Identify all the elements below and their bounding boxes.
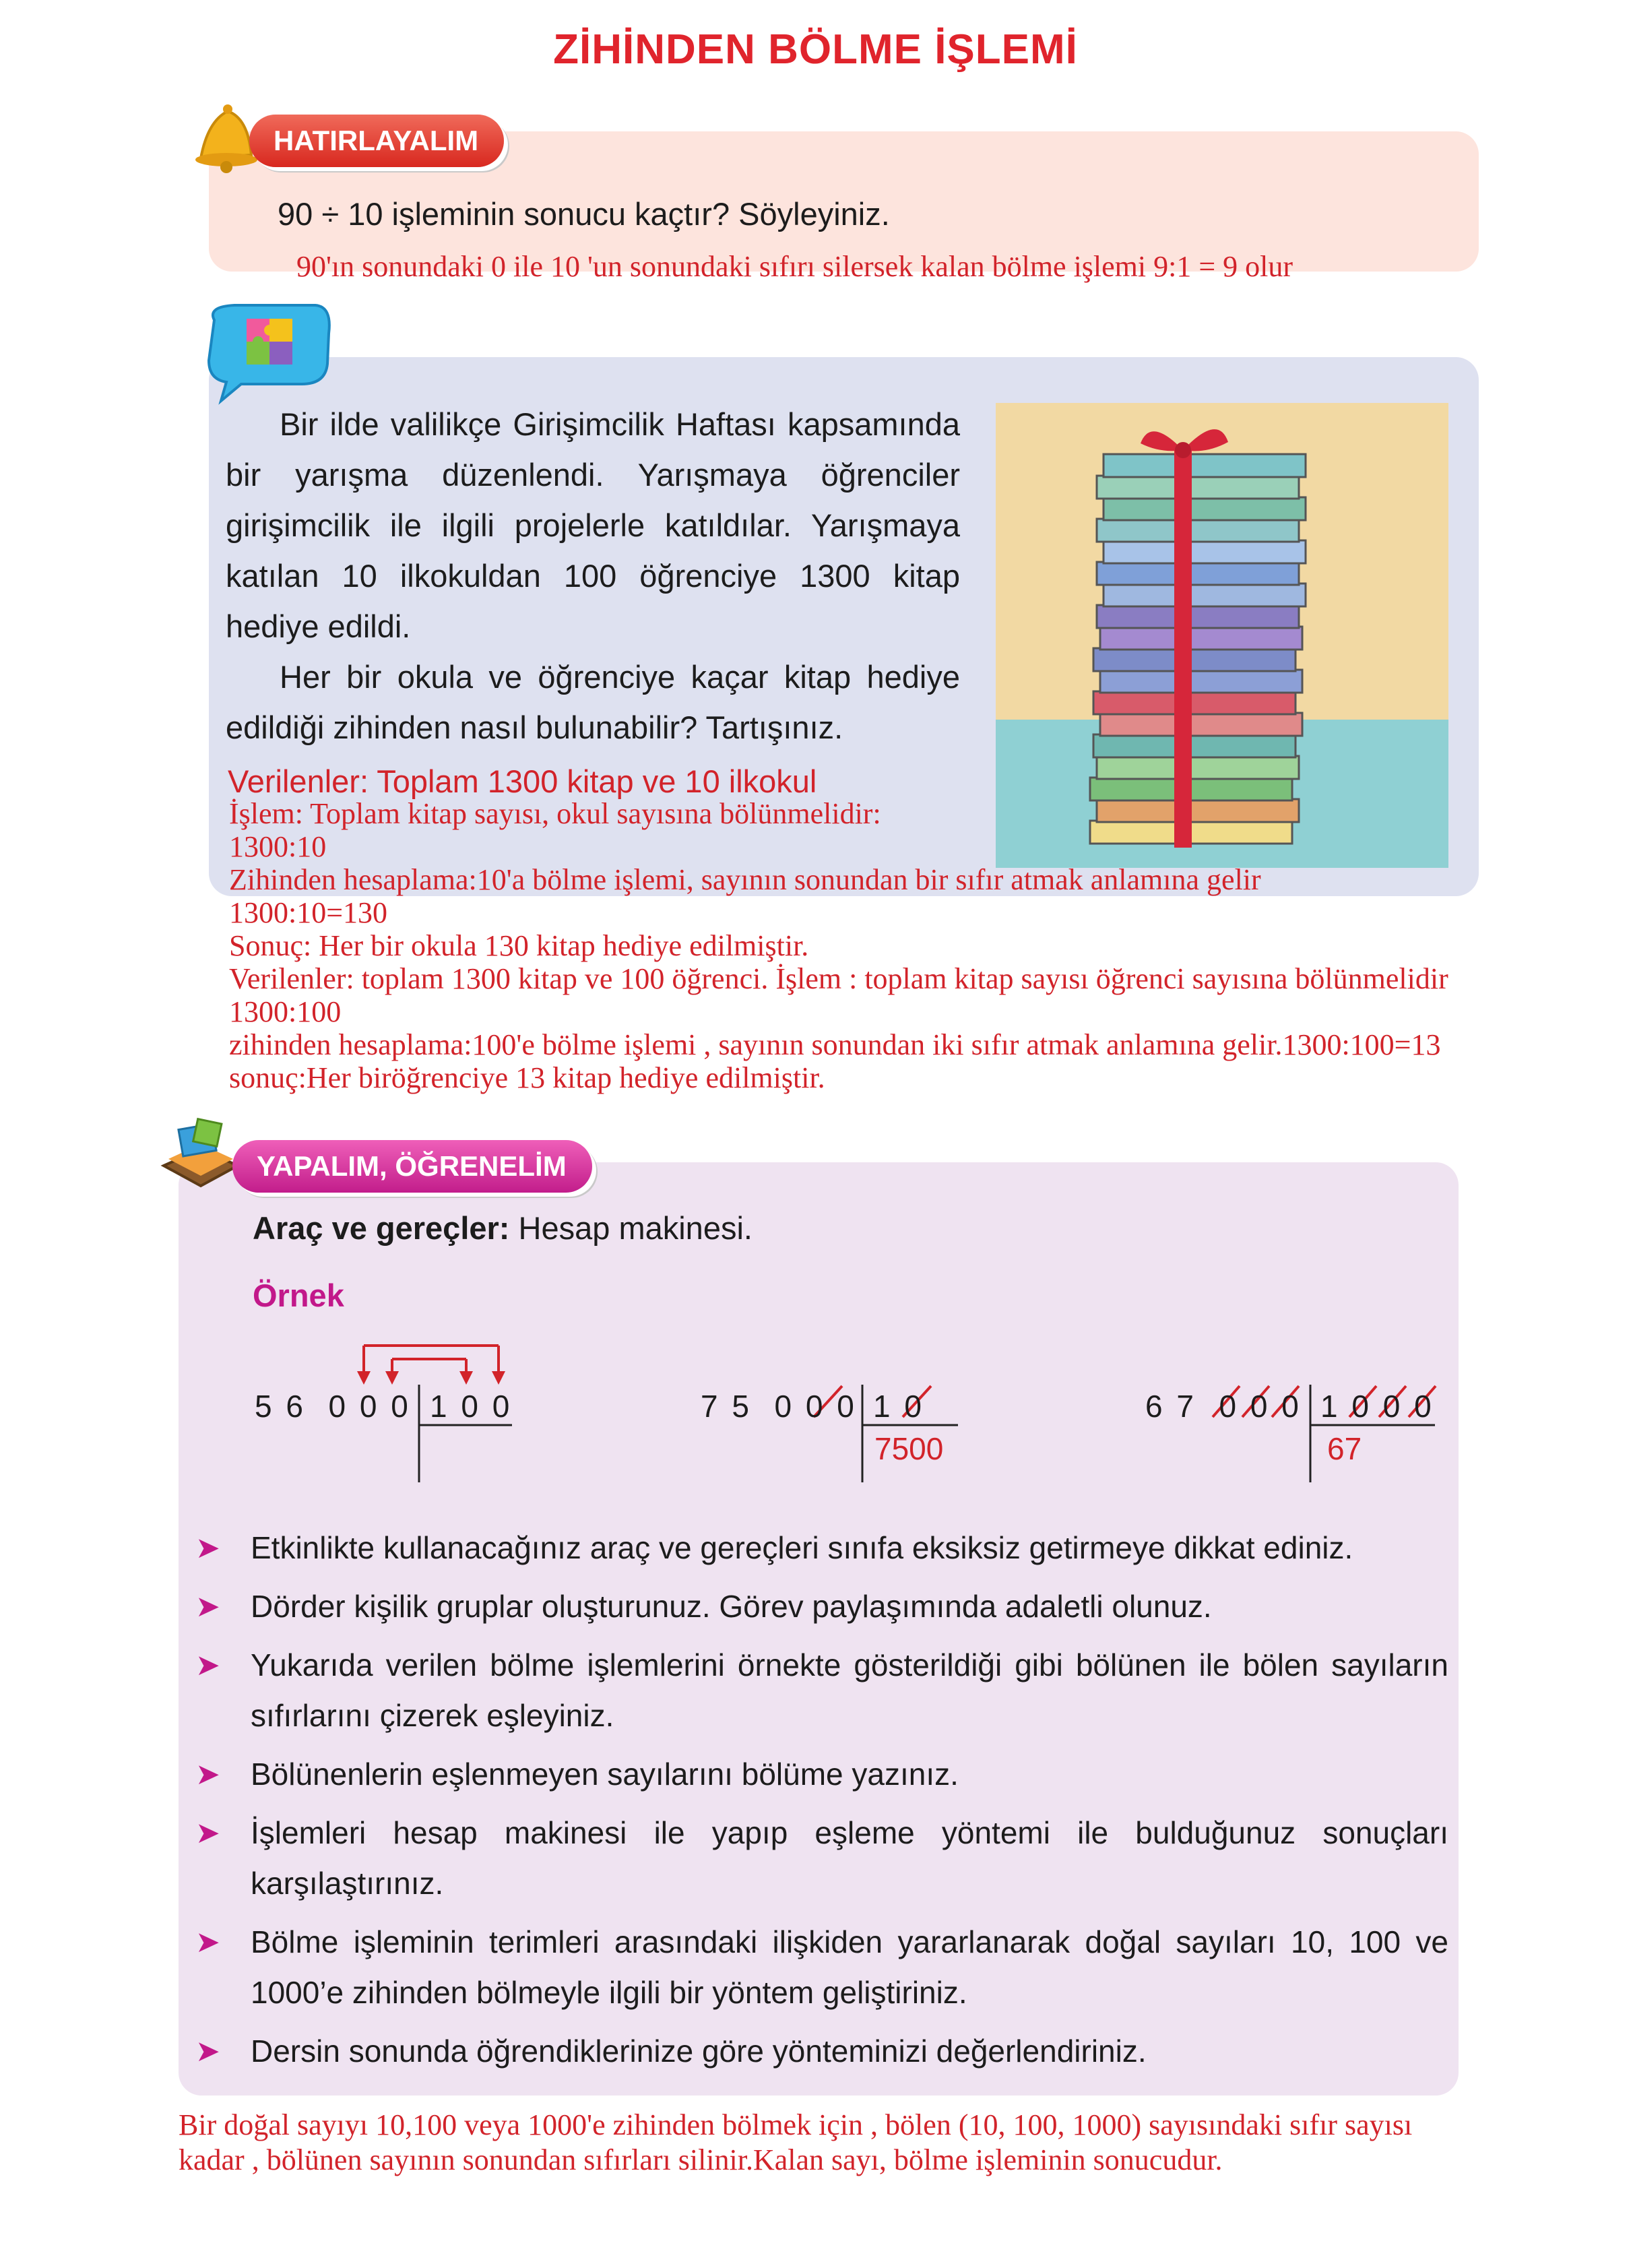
division-1-divisor: 1 0 0 [430,1389,513,1424]
book-stack-illustration [996,403,1448,868]
problem-paragraph-1: Bir ilde valilikçe Girişimcilik Haftası kapsamında bir yarışma düzenlendi. Yarışmaya öğrenciler girişimcilik ile ilgili projelerle katıldılar. Yarışmaya katılan 10 ilkokuldan 100 öğrenciye 1300 kitap hediye edildi. [226,406,960,644]
remember-answer: 90'ın sonundaki 0 ile 10 'un sonundaki sıfırı silersek kalan bölme işlemi 9:1 = 9 olur [296,250,1293,283]
activity-bullet: ➤ Bölme işleminin terimleri arasındaki ilişkiden yararlanarak doğal sayıları 10, 100 ve 1000’e zihinden bölmeyle ilgili bir yöntem geliştiriniz. [195,1917,1448,2018]
book-stack [1090,429,1306,848]
puzzle-bubble-icon [194,300,335,408]
arrow-bullet-icon: ➤ [195,1532,220,1565]
tools-label: Araç ve gereçler: [253,1210,510,1246]
arrow-bullet-icon: ➤ [195,1817,220,1850]
activity-bullet: ➤ İşlemleri hesap makinesi ile yapıp eşleme yöntemi ile bulduğunuz sonuçları karşılaştırınız. [195,1808,1448,1909]
example-label: Örnek [253,1278,344,1313]
arrow-bullet-icon: ➤ [195,1649,220,1682]
arrow-bullet-icon: ➤ [195,2035,220,2068]
pairing-arrows [357,1346,505,1385]
answer-line-8: 1300:100 [229,995,342,1028]
tag-activity: YAPALIM, ÖĞRENELİM [232,1140,592,1193]
division-3-quotient: 67 [1327,1431,1362,1466]
arrow-bullet-icon: ➤ [195,1926,220,1959]
answer-line-10: sonuç:Her biröğrenciye 13 kitap hediye edilmiştir. [229,1061,825,1094]
tools-value: Hesap makinesi. [518,1210,753,1246]
answer-line-6: Sonuç: Her bir okula 130 kitap hediye edilmiştir. [229,929,809,962]
activity-bullet: ➤ Bölünenlerin eşlenmeyen sayılarını bölüme yazınız. [195,1749,1448,1800]
division-1-dividend: 5 6 0 0 0 [255,1389,411,1424]
division-2-quotient: 7500 [874,1431,944,1466]
answer-line-3: 1300:10 [229,830,327,863]
answer-line-9: zihinden hesaplama:100'e bölme işlemi , sayının sonundan iki sıfır atmak anlamına gelir.1300:100=13 [229,1028,1441,1061]
division-3-divisor: 1 0 0 0 [1320,1389,1434,1424]
division-2-divisor: 1 0 [873,1389,924,1424]
activity-bullet: ➤ Dersin sonunda öğrendiklerinize göre yönteminizi değerlendiriniz. [195,2026,1448,2077]
activity-bullet: ➤ Etkinlikte kullanacağınız araç ve gereçleri sınıfa eksiksiz getirmeye dikkat ediniz. [195,1523,1448,1573]
division-3-dividend: 6 7 0 0 0 [1145,1389,1302,1424]
activity-bullet: ➤ Dörder kişilik gruplar oluşturunuz. Görev paylaşımında adaletli olunuz. [195,1581,1448,1632]
conclusion-line-2: kadar , bölünen sayının sonundan sıfırları silinir.Kalan sayı, bölme işleminin sonucudur. [179,2143,1223,2176]
conclusion-line-1: Bir doğal sayıyı 10,100 veya 1000'e zihinden bölmek için , bölen (10, 100, 1000) sayısındaki sıfır sayısı [179,2108,1413,2141]
arrow-bullet-icon: ➤ [195,1590,220,1623]
tag-remember: HATIRLAYALIM [249,115,504,167]
answer-line-7: Verilenler: toplam 1300 kitap ve 100 öğrenci. İşlem : toplam kitap sayısı öğrenci sayısına bölünmelidir [229,962,1448,995]
answer-line-2: İşlem: Toplam kitap sayısı, okul sayısına bölünmelidir: [229,797,881,830]
arrow-bullet-icon: ➤ [195,1758,220,1791]
remember-question: 90 ÷ 10 işleminin sonucu kaçtır? Söyleyiniz. [278,196,890,232]
problem-paragraph-2: Her bir okula ve öğrenciye kaçar kitap hediye edildiği zihinden nasıl bulunabilir? Tartışınız. [226,659,960,745]
page-title: ZİHİNDEN BÖLME İŞLEMİ [553,26,1078,73]
activity-bullet: ➤ Yukarıda verilen bölme işlemlerini örnekte gösterildiği gibi bölünen ile bölen sayıların sıfırlarını çizerek eşleyiniz. [195,1640,1448,1741]
answer-line-4: Zihinden hesaplama:10'a bölme işlemi, sayının sonundan bir sıfır atmak anlamına gelir [229,863,1261,896]
answer-line-1: Verilenler: Toplam 1300 kitap ve 10 ilkokul [228,763,817,799]
division-2-dividend: 7 5 0 0 0 [701,1389,857,1424]
answer-line-5: 1300:10=130 [229,896,388,929]
tools-line [253,1209,753,1247]
